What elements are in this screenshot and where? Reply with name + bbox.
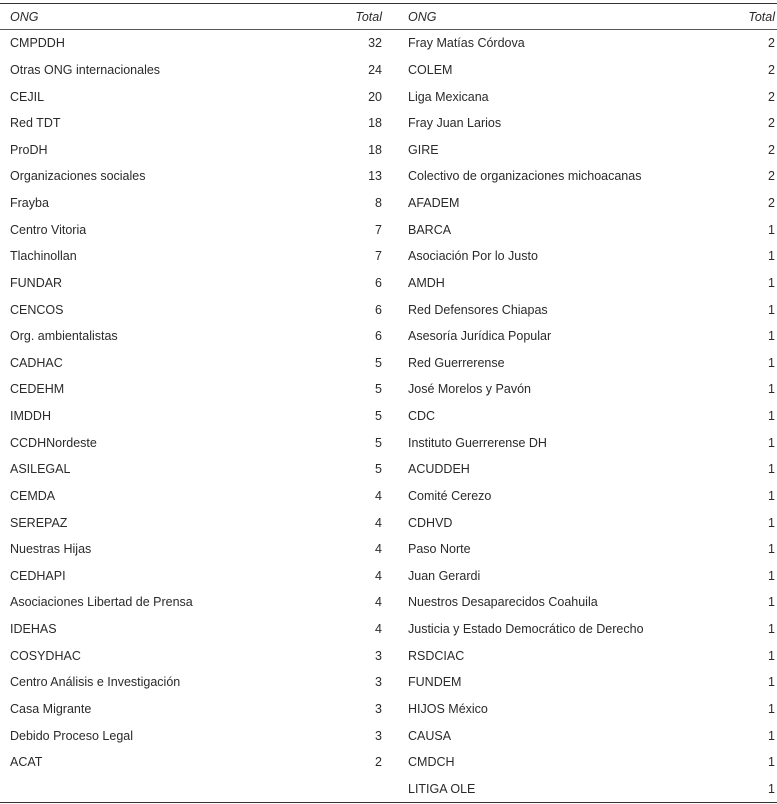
ong-total: 1 bbox=[768, 302, 775, 317]
right-column bbox=[388, 30, 777, 802]
ong-name: Casa Migrante bbox=[10, 701, 92, 716]
table-row bbox=[388, 776, 777, 803]
ong-name: Fray Juan Larios bbox=[408, 116, 502, 131]
ong-name: Fray Matías Córdova bbox=[408, 36, 525, 51]
ong-name: LITIGA OLE bbox=[408, 781, 476, 796]
ong-name: Comité Cerezo bbox=[408, 488, 492, 503]
ong-total: 1 bbox=[768, 515, 775, 530]
table-row bbox=[388, 323, 777, 350]
ong-name: Tlachinollan bbox=[10, 249, 77, 264]
table-row bbox=[388, 696, 777, 723]
ong-total: 24 bbox=[368, 62, 382, 77]
table-row bbox=[388, 110, 777, 137]
table-row bbox=[0, 190, 388, 217]
table-row bbox=[0, 669, 388, 696]
table-row bbox=[388, 722, 777, 749]
ong-total: 1 bbox=[768, 675, 775, 690]
table-row bbox=[0, 30, 388, 57]
ong-name: CAUSA bbox=[408, 728, 452, 743]
table-row bbox=[388, 350, 777, 377]
table-row bbox=[0, 483, 388, 510]
ong-total: 5 bbox=[375, 382, 382, 397]
table-row bbox=[388, 403, 777, 430]
header-total: Total bbox=[748, 9, 775, 24]
ong-name: CDC bbox=[408, 409, 436, 424]
table-row bbox=[388, 57, 777, 84]
ong-total: 2 bbox=[375, 755, 382, 770]
ong-name: FUNDAR bbox=[10, 275, 63, 290]
table-row bbox=[388, 83, 777, 110]
ong-total: 1 bbox=[768, 542, 775, 557]
table-row bbox=[388, 270, 777, 297]
ong-total: 4 bbox=[375, 515, 382, 530]
table-row bbox=[388, 137, 777, 164]
ong-name: Centro Vitoria bbox=[10, 222, 87, 237]
table-row bbox=[388, 216, 777, 243]
ong-name: Justicia y Estado Democrático de Derecho bbox=[408, 622, 644, 637]
table-row bbox=[0, 642, 388, 669]
table-row bbox=[388, 376, 777, 403]
ong-name: ASILEGAL bbox=[10, 462, 71, 477]
ong-name: SEREPAZ bbox=[10, 515, 68, 530]
ong-total: 4 bbox=[375, 595, 382, 610]
ong-name: Colectivo de organizaciones michoacanas bbox=[408, 169, 642, 184]
ong-name: CEDHAPI bbox=[10, 568, 66, 583]
ong-total: 5 bbox=[375, 355, 382, 370]
ong-name: Nuestras Hijas bbox=[10, 542, 92, 557]
table-row bbox=[388, 563, 777, 590]
ong-name: CEDEHM bbox=[10, 382, 65, 397]
table-row bbox=[0, 57, 388, 84]
table-row bbox=[0, 429, 388, 456]
ong-name: BARCA bbox=[408, 222, 452, 237]
table-row bbox=[388, 456, 777, 483]
table-row bbox=[388, 616, 777, 643]
ong-name: Red Guerrerense bbox=[408, 355, 505, 370]
ong-name: IDEHAS bbox=[10, 622, 57, 637]
ong-total: 20 bbox=[368, 89, 382, 104]
ong-total: 4 bbox=[375, 622, 382, 637]
left-column bbox=[0, 30, 388, 802]
ong-total: 1 bbox=[768, 622, 775, 637]
ong-name: RSDCIAC bbox=[408, 648, 465, 663]
ong-name: GIRE bbox=[408, 142, 439, 157]
ong-total: 2 bbox=[768, 142, 775, 157]
table-row bbox=[0, 456, 388, 483]
table-row bbox=[388, 536, 777, 563]
ong-total: 1 bbox=[768, 595, 775, 610]
ong-total: 1 bbox=[768, 462, 775, 477]
table-row bbox=[0, 243, 388, 270]
header-ong: ONG bbox=[408, 9, 437, 24]
table-row bbox=[0, 270, 388, 297]
ong-name: Org. ambientalistas bbox=[10, 329, 118, 344]
ong-total: 13 bbox=[368, 169, 382, 184]
ong-name: Centro Análisis e Investigación bbox=[10, 675, 181, 690]
table-row bbox=[388, 589, 777, 616]
table-row bbox=[0, 403, 388, 430]
ong-name: Asociación Por lo Justo bbox=[408, 249, 538, 264]
ong-name: Nuestros Desaparecidos Coahuila bbox=[408, 595, 598, 610]
ong-name: CMPDDH bbox=[10, 36, 65, 51]
ong-name: ProDH bbox=[10, 142, 48, 157]
ong-name: Paso Norte bbox=[408, 542, 471, 557]
ong-name: COSYDHAC bbox=[10, 648, 81, 663]
table-row bbox=[388, 163, 777, 190]
table-row bbox=[0, 536, 388, 563]
table-row bbox=[0, 722, 388, 749]
ong-total: 2 bbox=[768, 62, 775, 77]
ong-name: Red Defensores Chiapas bbox=[408, 302, 548, 317]
ong-name: Instituto Guerrerense DH bbox=[408, 435, 547, 450]
ong-total: 3 bbox=[375, 728, 382, 743]
ong-total: 32 bbox=[368, 36, 382, 51]
table-row bbox=[0, 110, 388, 137]
ong-total: 6 bbox=[375, 329, 382, 344]
ong-total: 2 bbox=[768, 116, 775, 131]
table-row bbox=[0, 350, 388, 377]
ong-total: 2 bbox=[768, 196, 775, 211]
ong-total: 1 bbox=[768, 249, 775, 264]
table-row bbox=[0, 509, 388, 536]
ong-name: ACUDDEH bbox=[408, 462, 470, 477]
ong-total: 3 bbox=[375, 675, 382, 690]
ong-name: Organizaciones sociales bbox=[10, 169, 146, 184]
table-header bbox=[0, 4, 777, 30]
ong-name: CMDCH bbox=[408, 755, 455, 770]
ong-total: 4 bbox=[375, 488, 382, 503]
table-row bbox=[388, 30, 777, 57]
header-total: Total bbox=[355, 9, 382, 24]
table-row bbox=[0, 137, 388, 164]
table-row bbox=[388, 509, 777, 536]
ong-name: Liga Mexicana bbox=[408, 89, 489, 104]
table-row bbox=[388, 296, 777, 323]
ong-name: CCDHNordeste bbox=[10, 435, 97, 450]
ong-total: 5 bbox=[375, 435, 382, 450]
ong-total: 1 bbox=[768, 781, 775, 796]
ong-table bbox=[0, 3, 777, 803]
ong-name: CEMDA bbox=[10, 488, 56, 503]
ong-name: José Morelos y Pavón bbox=[408, 382, 531, 397]
ong-name: Red TDT bbox=[10, 116, 61, 131]
ong-name: Frayba bbox=[10, 196, 49, 211]
ong-total: 1 bbox=[768, 275, 775, 290]
ong-total: 1 bbox=[768, 222, 775, 237]
table-row bbox=[0, 216, 388, 243]
ong-name: Asesoría Jurídica Popular bbox=[408, 329, 552, 344]
ong-name: AMDH bbox=[408, 275, 445, 290]
ong-total: 5 bbox=[375, 462, 382, 477]
ong-total: 7 bbox=[375, 249, 382, 264]
ong-total: 1 bbox=[768, 648, 775, 663]
ong-total: 8 bbox=[375, 196, 382, 211]
ong-name: FUNDEM bbox=[408, 675, 462, 690]
ong-total: 2 bbox=[768, 36, 775, 51]
table-row bbox=[0, 589, 388, 616]
ong-total: 1 bbox=[768, 488, 775, 503]
ong-total: 18 bbox=[368, 142, 382, 157]
header-ong: ONG bbox=[10, 9, 39, 24]
ong-total: 2 bbox=[768, 169, 775, 184]
table-row bbox=[388, 429, 777, 456]
ong-total: 1 bbox=[768, 382, 775, 397]
ong-name: HIJOS México bbox=[408, 701, 488, 716]
table-row bbox=[0, 163, 388, 190]
ong-name: CEJIL bbox=[10, 89, 45, 104]
ong-name: Otras ONG internacionales bbox=[10, 62, 161, 77]
ong-total: 1 bbox=[768, 728, 775, 743]
ong-name: AFADEM bbox=[408, 196, 460, 211]
ong-total: 1 bbox=[768, 409, 775, 424]
ong-total: 3 bbox=[375, 648, 382, 663]
ong-total: 6 bbox=[375, 302, 382, 317]
table-row bbox=[388, 669, 777, 696]
ong-name: COLEM bbox=[408, 62, 453, 77]
ong-name: IMDDH bbox=[10, 409, 51, 424]
ong-total: 5 bbox=[375, 409, 382, 424]
ong-total: 6 bbox=[375, 275, 382, 290]
ong-name: ACAT bbox=[10, 755, 43, 770]
table-row bbox=[0, 696, 388, 723]
ong-name: Asociaciones Libertad de Prensa bbox=[10, 595, 193, 610]
ong-total: 1 bbox=[768, 568, 775, 583]
table-row bbox=[388, 749, 777, 776]
ong-total: 1 bbox=[768, 355, 775, 370]
ong-total: 1 bbox=[768, 329, 775, 344]
ong-total: 4 bbox=[375, 542, 382, 557]
table-row bbox=[388, 642, 777, 669]
ong-total: 7 bbox=[375, 222, 382, 237]
ong-name: CDHVD bbox=[408, 515, 453, 530]
table-row bbox=[0, 83, 388, 110]
ong-total: 1 bbox=[768, 701, 775, 716]
ong-total: 1 bbox=[768, 755, 775, 770]
table-row bbox=[0, 323, 388, 350]
table-row bbox=[0, 376, 388, 403]
ong-total: 2 bbox=[768, 89, 775, 104]
ong-total: 3 bbox=[375, 701, 382, 716]
ong-name: Juan Gerardi bbox=[408, 568, 481, 583]
table-row bbox=[388, 190, 777, 217]
ong-name: Debido Proceso Legal bbox=[10, 728, 133, 743]
table-row bbox=[0, 749, 388, 776]
table-row bbox=[388, 243, 777, 270]
table-row bbox=[388, 483, 777, 510]
ong-total: 4 bbox=[375, 568, 382, 583]
table-row bbox=[0, 616, 388, 643]
ong-name: CENCOS bbox=[10, 302, 64, 317]
table-row bbox=[0, 296, 388, 323]
table-row bbox=[0, 563, 388, 590]
ong-name: CADHAC bbox=[10, 355, 63, 370]
ong-total: 1 bbox=[768, 435, 775, 450]
ong-total: 18 bbox=[368, 116, 382, 131]
